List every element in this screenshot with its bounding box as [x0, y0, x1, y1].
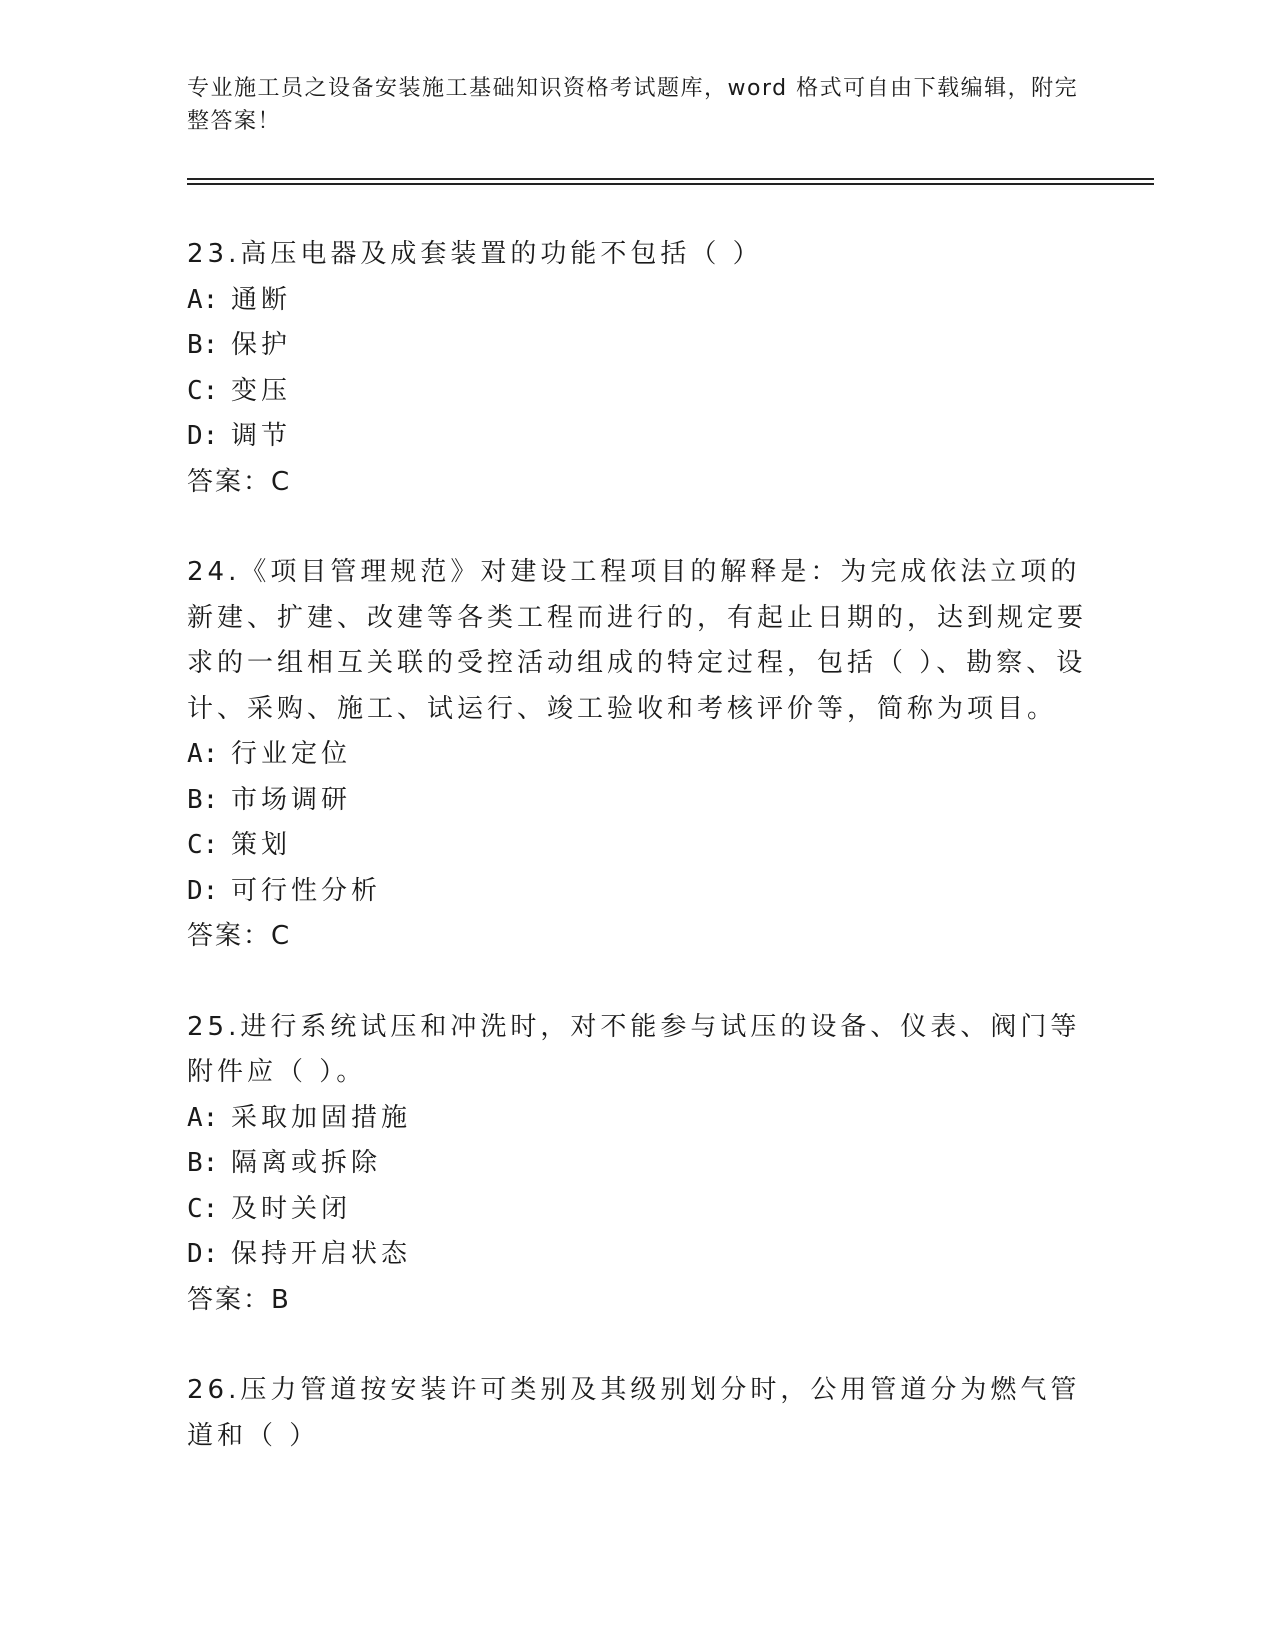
- option-d: [187, 414, 1087, 460]
- option-letter: B:: [187, 1148, 219, 1178]
- option-a: [187, 732, 1087, 778]
- option-text: 及时关闭: [231, 1193, 352, 1224]
- option-letter: A:: [187, 284, 219, 315]
- option-letter: C:: [187, 1193, 219, 1224]
- option-letter: A:: [187, 1102, 219, 1133]
- option-letter: B:: [187, 330, 219, 360]
- option-c: [187, 1187, 1087, 1233]
- question-text: 26.压力管道按安装许可类别及其级别划分时，公用管道分为燃气管道和（ ）: [187, 1375, 1081, 1451]
- option-b: [187, 778, 1087, 824]
- option-b: [187, 323, 1087, 369]
- option-d: [187, 869, 1087, 915]
- header-divider-top: [187, 178, 1154, 180]
- question-list: [187, 232, 1087, 1504]
- option-text: 保护: [231, 330, 292, 360]
- option-a: [187, 278, 1087, 324]
- option-letter: D:: [187, 875, 219, 906]
- question-text: 23.高压电器及成套装置的功能不包括（ ）: [187, 239, 763, 269]
- option-text: 可行性分析: [231, 875, 382, 906]
- option-a: [187, 1096, 1087, 1142]
- option-letter: A:: [187, 739, 219, 769]
- question-text: 25.进行系统试压和冲洗时，对不能参与试压的设备、仪表、阀门等附件应（ ）。: [187, 1011, 1081, 1087]
- option-letter: D:: [187, 421, 219, 451]
- option-text: 保持开启状态: [231, 1239, 412, 1269]
- option-letter: C:: [187, 830, 219, 860]
- option-text: 行业定位: [231, 739, 352, 769]
- question-24: [187, 550, 1087, 960]
- question-25: [187, 1005, 1087, 1324]
- option-letter: B:: [187, 784, 219, 815]
- option-text: 策划: [231, 830, 292, 860]
- answer-line: 答案：B: [187, 1284, 291, 1315]
- document-header: 专业施工员之设备安装施工基础知识资格考试题库，word 格式可自由下载编辑，附完整答案！: [187, 76, 1079, 134]
- option-text: 市场调研: [231, 784, 352, 815]
- option-b: [187, 1141, 1087, 1187]
- answer-line: 答案：C: [187, 466, 292, 497]
- option-letter: C:: [187, 375, 219, 406]
- question-23: [187, 232, 1087, 505]
- answer-line: 答案：C: [187, 921, 292, 951]
- option-text: 通断: [231, 284, 292, 315]
- option-text: 采取加固措施: [231, 1102, 412, 1133]
- option-text: 调节: [231, 421, 292, 451]
- header-divider-bottom: [187, 183, 1154, 185]
- option-d: [187, 1232, 1087, 1278]
- option-c: [187, 823, 1087, 869]
- option-text: 隔离或拆除: [231, 1148, 382, 1178]
- question-26: [187, 1368, 1087, 1459]
- option-text: 变压: [231, 375, 292, 406]
- option-letter: D:: [187, 1239, 219, 1269]
- question-text: 24.《项目管理规范》对建设工程项目的解释是：为完成依法立项的新建、扩建、改建等各类工程而进行的，有起止日期的，达到规定要求的一组相互关联的受控活动组成的特定过程，包括（ ）、勘察、设计、采购、施工、试运行、竣工验收和考核评价等，简称为项目。: [187, 557, 1088, 724]
- option-c: [187, 369, 1087, 415]
